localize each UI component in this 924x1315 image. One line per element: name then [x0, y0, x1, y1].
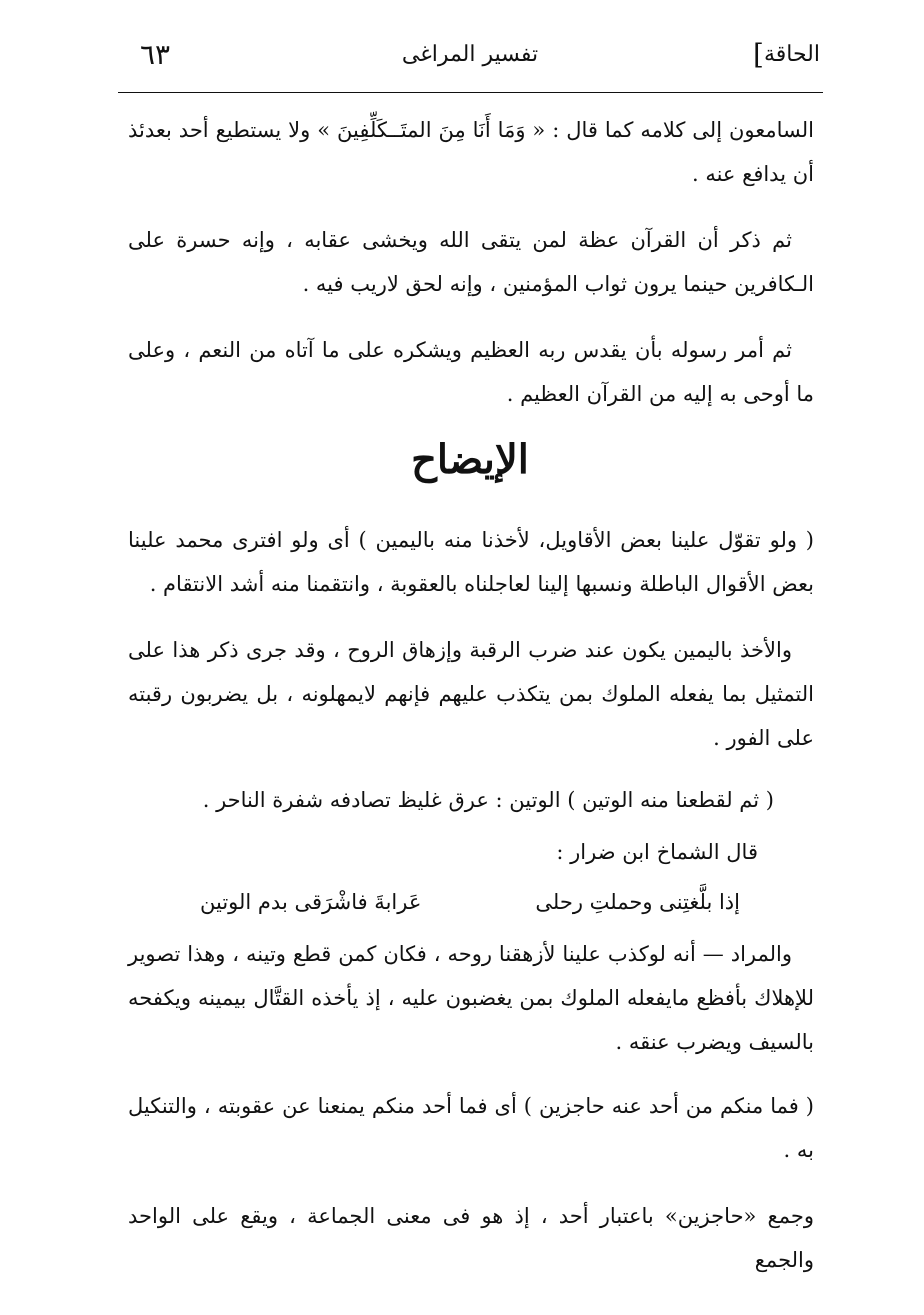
header-bracket: ]: [753, 38, 764, 71]
explanation-paragraph-6: وجمع «حاجزين» باعتبار أحد ، إذ هو فى معنى الجماعة ، ويقع على الواحد والجمع: [128, 1204, 814, 1272]
summary-paragraph-2: ثم ذكر أن القرآن عظة لمن يتقى الله ويخشى عقابه ، وإنه حسرة على الـكافرين حينما يرون ثواب المؤمنين ، وإنه لحق لاريب فيه .: [128, 228, 814, 296]
explanation-paragraph-2: والأخذ باليمين يكون عند ضرب الرقبة وإزهاق الروح ، وقد جرى ذكر هذا على التمثيل بما يفعله الملوك بمن يتكذب عليهم فإنهم لايمهلونه ، بل يضربون رقبته على الفور .: [128, 638, 814, 750]
verse-first-hemistich: إذا بلَّغتِنى وحملتِ رحلى: [535, 890, 740, 914]
header-page-number: ٦٣: [140, 38, 171, 71]
header-book-title: تفسير المراغى: [401, 42, 539, 67]
header-surah-label: الحاقة: [763, 42, 820, 67]
poet-attribution: قال الشماخ ابن ضرار :: [556, 840, 758, 864]
summary-paragraph-1: السامعون إلى كلامه كما قال : « وَمَا أَنَا مِنَ المتَــكَلِّفِينَ » ولا يستطيع أحد بعدئذ أن يدافع عنه .: [128, 118, 814, 186]
page-header: [120, 38, 820, 88]
explanation-paragraph-1: ( ولو تقوّل علينا بعض الأقاويل، لأخذنا منه باليمين ) أى ولو افترى محمد علينا بعض الأقوال الباطلة ونسبها إلينا لعاجلناه بالعقوبة ، وانتقمنا منه أشد الانتقام .: [128, 528, 814, 596]
verse-second-hemistich: عَرابةَ فاشْرَقى بدم الوتين: [200, 890, 422, 914]
explanation-paragraph-4: والمراد — أنه لوكذب علينا لأزهقنا روحه ، فكان كمن قطع وتينه ، وهذا تصوير للإهلاك بأفظع مايفعله الملوك بمن يغضبون عليه ، إذ يأخذه القتَّال بيمينه ويكفحه بالسيف ويضرب عنقه .: [128, 942, 814, 1054]
explanation-paragraph-3: ( ثم لقطعنا منه الوتين ) الوتين : عرق غليظ تصادفه شفرة الناحر .: [202, 788, 774, 812]
section-heading-explanation: الإيضاح: [411, 436, 529, 483]
summary-paragraph-3: ثم أمر رسوله بأن يقدس ربه العظيم ويشكره على ما آتاه من النعم ، وعلى ما أوحى به إليه من القرآن العظيم .: [128, 338, 814, 406]
header-divider: [118, 92, 823, 93]
poetry-verse: [200, 880, 740, 924]
explanation-paragraph-5: ( فما منكم من أحد عنه حاجزين ) أى فما أحد منكم يمنعنا عن عقوبته ، والتنكيل به .: [128, 1094, 814, 1162]
